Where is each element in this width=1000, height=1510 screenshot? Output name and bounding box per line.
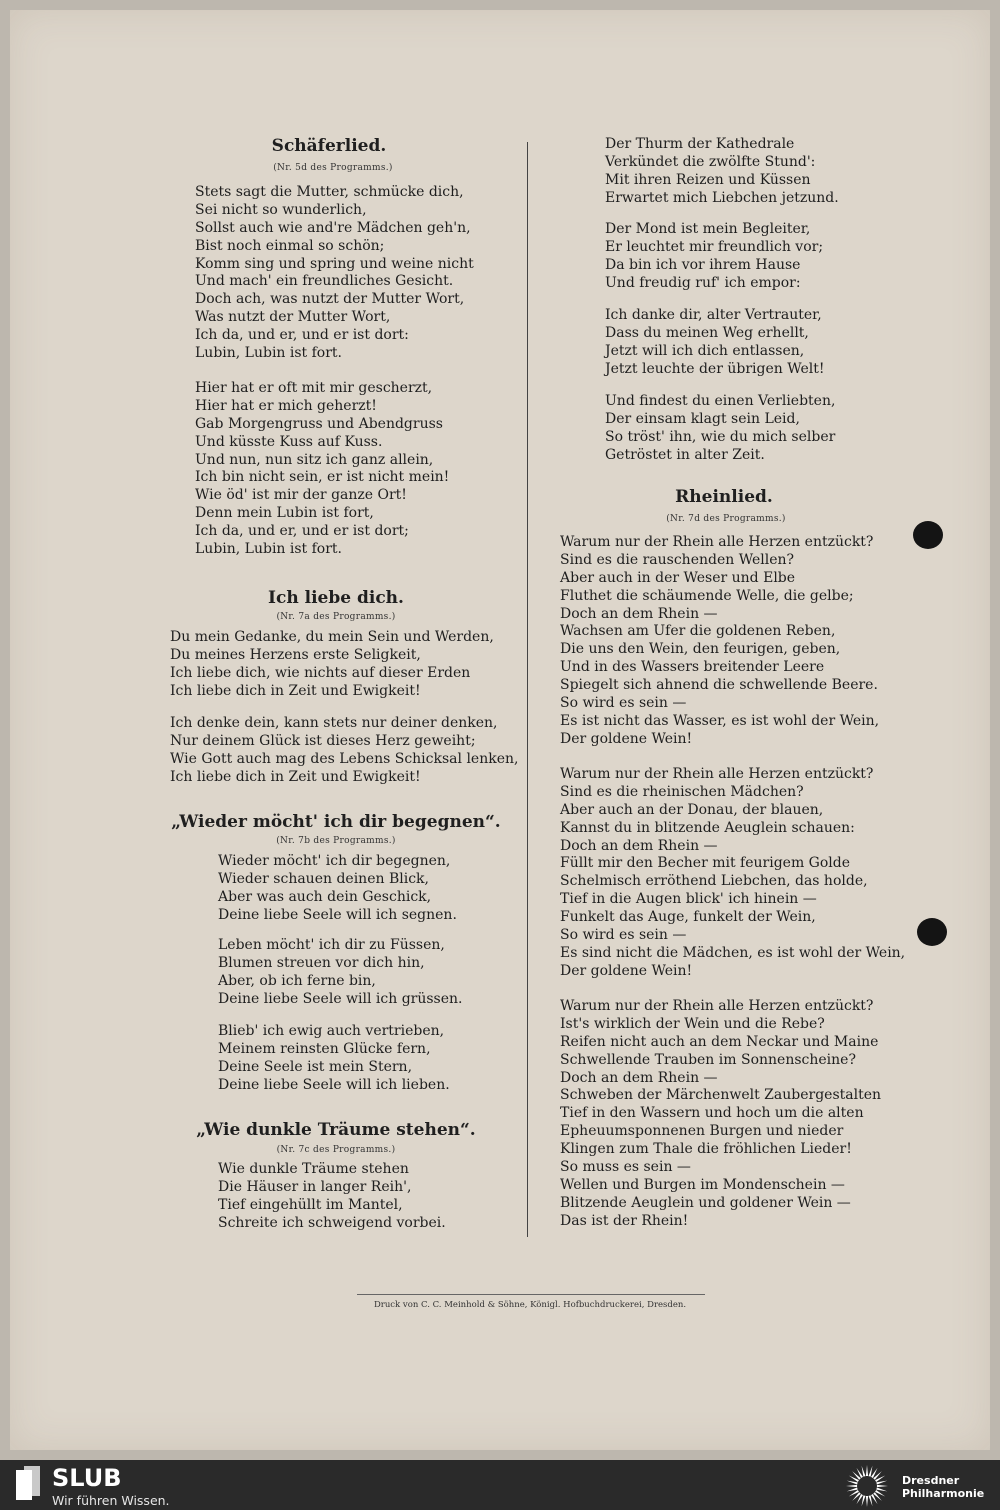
verse-line: Sind es die rheinischen Mädchen? (560, 783, 804, 800)
verse-line: Wieder schauen deinen Blick, (218, 870, 429, 887)
column-divider (527, 142, 528, 1237)
program-note-wieder-moecht: (Nr. 7b des Programms.) (276, 836, 396, 846)
verse-line: Warum nur der Rhein alle Herzen entzückt? (560, 766, 874, 782)
verse-line: Blitzende Aeuglein und goldener Wein — (560, 1194, 851, 1211)
verse-line: Warum nur der Rhein alle Herzen entzückt? (560, 534, 874, 550)
verse-line: Der goldene Wein! (560, 962, 693, 979)
stanza-wieder-moecht-2 (218, 937, 463, 1009)
verse-line: Erwartet mich Liebchen jetzund. (605, 189, 839, 206)
slub-name[interactable]: SLUB (52, 1464, 122, 1492)
verse-line: Der goldene Wein! (560, 730, 693, 747)
verse-line: Aber, ob ich ferne bin, (218, 972, 376, 989)
verse-line: Leben möcht' ich dir zu Füssen, (218, 937, 445, 953)
verse-line: Aber was auch dein Geschick, (218, 888, 432, 905)
stanza-continuation-4 (605, 393, 835, 465)
verse-line: Ich liebe dich, wie nichts auf dieser Erden (170, 664, 471, 681)
verse-line: Wie Gott auch mag des Lebens Schicksal lenken, (170, 750, 519, 767)
verse-line: Schelmisch erröthend Liebchen, das holde, (560, 873, 868, 890)
verse-line: Da bin ich vor ihrem Hause (605, 256, 801, 273)
verse-line: Deine liebe Seele will ich grüssen. (218, 990, 463, 1007)
song-title-wie-dunkle: „Wie dunkle Träume stehen“. (196, 1120, 476, 1140)
verse-line: So wird es sein — (560, 695, 687, 712)
verse-line: Und findest du einen Verliebten, (605, 393, 836, 409)
verse-line: Aber auch in der Weser und Elbe (560, 569, 796, 586)
song-title-schaeferlied: Schäferlied. (271, 136, 387, 156)
verse-line: Warum nur der Rhein alle Herzen entzückt? (560, 998, 874, 1014)
verse-line: Der Mond ist mein Begleiter, (605, 221, 811, 237)
stanza-ich-liebe-dich-2 (170, 715, 518, 787)
verse-line: Bist noch einmal so schön; (195, 237, 385, 254)
verse-line: Ist's wirklich der Wein und die Rebe? (560, 1015, 825, 1032)
verse-line: Sind es die rauschenden Wellen? (560, 551, 795, 568)
verse-line: Aber auch an der Donau, der blauen, (560, 801, 824, 818)
verse-line: Tief in die Augen blick' ich hinein — (560, 891, 817, 908)
verse-line: Es ist nicht das Wasser, es ist wohl der Wein, (560, 712, 880, 729)
stanza-rheinlied-1 (560, 534, 879, 749)
verse-line: Schreite ich schweigend vorbei. (218, 1214, 446, 1231)
verse-line: Lubin, Lubin ist fort. (195, 345, 343, 362)
song-title-ich-liebe-dich: Ich liebe dich. (268, 588, 404, 608)
verse-line: Jetzt leuchte der übrigen Welt! (605, 360, 825, 377)
stanza-rheinlied-2 (560, 766, 905, 981)
song-title-wieder-moecht: „Wieder möcht' ich dir begegnen“. (171, 812, 501, 832)
verse-line: So wird es sein — (560, 927, 687, 944)
song-title-rheinlied: Rheinlied. (675, 487, 773, 507)
stanza-schaeferlied-1 (195, 184, 474, 363)
verse-line: Doch ach, was nutzt der Mutter Wort, (195, 291, 465, 308)
verse-line: Füllt mir den Becher mit feurigem Golde (560, 855, 851, 872)
verse-line: Hier hat er oft mit mir gescherzt, (195, 380, 433, 396)
verse-line: Schweben der Märchenwelt Zaubergestalten (560, 1087, 882, 1104)
stanza-rheinlied-3 (560, 998, 881, 1231)
footer-rule (357, 1294, 705, 1295)
verse-line: Was nutzt der Mutter Wort, (195, 309, 391, 326)
stanza-ich-liebe-dich-1 (170, 629, 494, 701)
verse-line: Schwellende Trauben im Sonnenscheine? (560, 1051, 856, 1068)
philharmonie-logo-icon[interactable] (842, 1463, 892, 1509)
verse-line: Ich da, und er, und er ist dort; (195, 523, 409, 540)
verse-line: Funkelt das Auge, funkelt der Wein, (560, 909, 816, 926)
verse-line: Doch an dem Rhein — (560, 1069, 718, 1086)
stanza-schaeferlied-2 (195, 380, 449, 559)
verse-line: Ich danke dir, alter Vertrauter, (605, 307, 822, 323)
verse-line: Spiegelt sich ahnend die schwellende Beere. (560, 677, 878, 694)
verse-line: Sei nicht so wunderlich, (195, 201, 367, 218)
verse-line: Tief eingehüllt im Mantel, (218, 1196, 403, 1213)
verse-line: Und in des Wassers breitender Leere (560, 659, 825, 676)
verse-line: Kannst du in blitzende Aeuglein schauen: (560, 819, 855, 836)
verse-line: Wieder möcht' ich dir begegnen, (218, 853, 451, 869)
verse-line: So muss es sein — (560, 1159, 691, 1176)
philharmonie-line1: Dresdner (902, 1474, 960, 1487)
verse-line: Stets sagt die Mutter, schmücke dich, (195, 184, 464, 200)
verse-line: Doch an dem Rhein — (560, 605, 718, 622)
verse-line: Nur deinem Glück ist dieses Herz geweiht; (170, 732, 476, 749)
printer-imprint: Druck von C. C. Meinhold & Söhne, Königl. Hofbuchdruckerei, Dresden. (373, 1300, 687, 1310)
verse-line: Es sind nicht die Mädchen, es ist wohl der Wein, (560, 944, 906, 961)
verse-line: Ich liebe dich in Zeit und Ewigkeit! (170, 768, 421, 785)
verse-line: Und küsste Kuss auf Kuss. (195, 433, 383, 450)
verse-line: Ich denke dein, kann stets nur deiner denken, (170, 715, 498, 731)
verse-line: Deine liebe Seele will ich segnen. (218, 906, 457, 923)
verse-line: Er leuchtet mir freundlich vor; (605, 238, 824, 255)
verse-line: Reifen nicht auch an dem Neckar und Maine (560, 1033, 879, 1050)
punch-hole-bottom (917, 918, 947, 946)
verse-line: Fluthet die schäumende Welle, die gelbe; (560, 587, 854, 604)
philharmonie-name[interactable] (902, 1474, 984, 1500)
verse-line: Getröstet in alter Zeit. (605, 446, 765, 463)
stanza-wieder-moecht-3 (218, 1023, 450, 1095)
verse-line: Verkündet die zwölfte Stund': (605, 153, 816, 170)
verse-line: Du mein Gedanke, du mein Sein und Werden, (170, 629, 494, 645)
program-note-wie-dunkle: (Nr. 7c des Programms.) (276, 1145, 396, 1155)
program-note-ich-liebe-dich: (Nr. 7a des Programms.) (276, 612, 396, 622)
verse-line: Blumen streuen vor dich hin, (218, 954, 425, 971)
verse-line: Epheuumsponnenen Burgen und nieder (560, 1123, 844, 1140)
stanza-wie-dunkle-1 (218, 1161, 446, 1233)
verse-line: Wachsen am Ufer die goldenen Reben, (560, 623, 836, 640)
verse-line: Ich liebe dich in Zeit und Ewigkeit! (170, 682, 421, 699)
verse-line: Jetzt will ich dich entlassen, (605, 342, 805, 359)
verse-line: Doch an dem Rhein — (560, 837, 718, 854)
program-note-rheinlied: (Nr. 7d des Programms.) (666, 514, 786, 524)
slub-logo-icon[interactable] (14, 1464, 42, 1504)
verse-line: Dass du meinen Weg erhellt, (605, 324, 809, 341)
stanza-wieder-moecht-1 (218, 853, 457, 925)
verse-line: Wie dunkle Träume stehen (218, 1161, 409, 1177)
verse-line: Ich da, und er, und er ist dort: (195, 327, 409, 344)
verse-line: Wellen und Burgen im Mondenschein — (560, 1176, 845, 1193)
verse-line: Und freudig ruf' ich empor: (605, 274, 801, 291)
verse-line: So tröst' ihn, wie du mich selber (605, 428, 836, 445)
verse-line: Und nun, nun sitz ich ganz allein, (195, 451, 434, 468)
verse-line: Wie öd' ist mir der ganze Ort! (195, 487, 407, 504)
punch-hole-top (913, 521, 943, 549)
verse-line: Das ist der Rhein! (560, 1212, 689, 1229)
verse-line: Mit ihren Reizen und Küssen (605, 171, 811, 188)
slub-tagline: Wir führen Wissen. (52, 1493, 170, 1508)
verse-line: Meinem reinsten Glücke fern, (218, 1040, 431, 1057)
verse-line: Blieb' ich ewig auch vertrieben, (218, 1023, 445, 1039)
verse-line: Deine Seele ist mein Stern, (218, 1058, 413, 1075)
verse-line: Der einsam klagt sein Leid, (605, 410, 800, 427)
verse-line: Komm sing und spring und weine nicht (195, 255, 474, 272)
verse-line: Sollst auch wie and're Mädchen geh'n, (195, 219, 471, 236)
verse-line: Ich bin nicht sein, er ist nicht mein! (195, 469, 450, 486)
verse-line: Gab Morgengruss und Abendgruss (195, 415, 443, 432)
stanza-continuation-1 (605, 136, 839, 208)
philharmonie-line2: Philharmonie (902, 1487, 985, 1500)
stanza-continuation-3 (605, 307, 825, 379)
verse-line: Tief in den Wassern und hoch um die alten (560, 1105, 864, 1122)
program-note-schaeferlied: (Nr. 5d des Programms.) (273, 163, 393, 173)
verse-line: Du meines Herzens erste Seligkeit, (170, 646, 421, 663)
verse-line: Lubin, Lubin ist fort. (195, 541, 343, 558)
verse-line: Die uns den Wein, den feurigen, geben, (560, 641, 841, 658)
verse-line: Hier hat er mich geherzt! (195, 397, 377, 414)
stanza-continuation-2 (605, 221, 823, 293)
verse-line: Der Thurm der Kathedrale (605, 136, 795, 152)
verse-line: Die Häuser in langer Reih', (218, 1178, 412, 1195)
verse-line: Und mach' ein freundliches Gesicht. (195, 273, 454, 290)
verse-line: Deine liebe Seele will ich lieben. (218, 1076, 450, 1093)
verse-line: Klingen zum Thale die fröhlichen Lieder! (560, 1141, 852, 1158)
verse-line: Denn mein Lubin ist fort, (195, 505, 374, 522)
